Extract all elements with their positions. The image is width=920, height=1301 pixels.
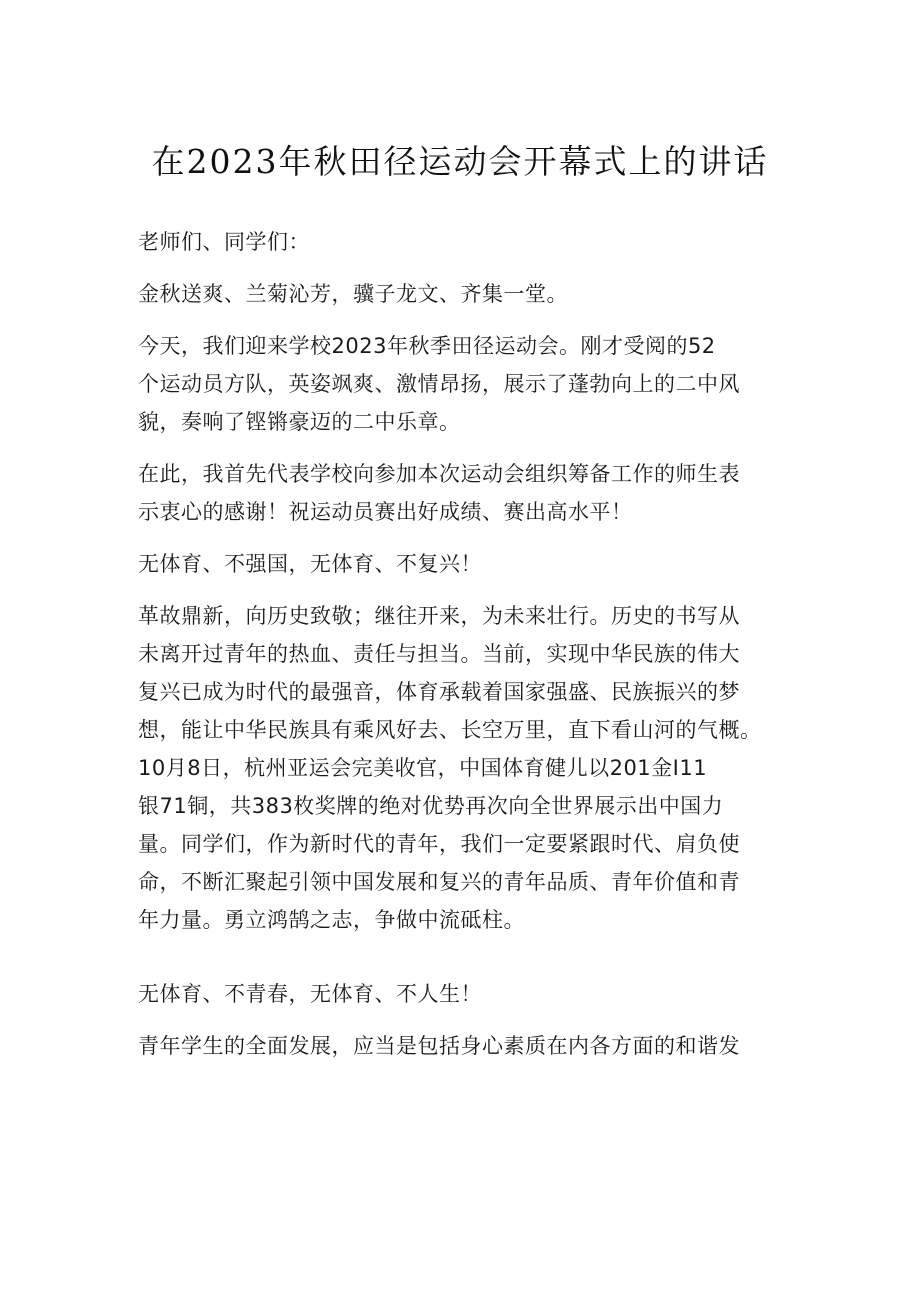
paragraph-line: 量。同学们，作为新时代的青年，我们一定要紧跟时代、肩负使 (138, 832, 740, 856)
paragraph-line: 想，能让中华民族具有乘风好去、长空万里，直下看山河的气概。 (138, 718, 762, 742)
paragraph-line: 金秋送爽、兰菊沁芳，骥子龙文、齐集一堂。 (138, 282, 568, 306)
paragraph-line: 示衷心的感谢！祝运动员赛出好成绩、赛出高水平！ (138, 500, 633, 524)
paragraph-line: 10月8日，杭州亚运会完美收官，中国体育健儿以201金I11 (138, 756, 708, 780)
paragraph-line: 貌，奏响了铿锵豪迈的二中乐章。 (138, 410, 461, 434)
paragraph-line: 命，不断汇聚起引领中国发展和复兴的青年品质、青年价值和青 (138, 870, 740, 894)
paragraph-line: 无体育、不青春，无体育、不人生！ (138, 982, 482, 1006)
paragraph-line: 未离开过青年的热血、责任与担当。当前，实现中华民族的伟大 (138, 642, 740, 666)
paragraph-line: 无体育、不强国，无体育、不复兴！ (138, 552, 482, 576)
paragraph-line: 今天，我们迎来学校2023年秋季田径运动会。刚才受阅的52 (138, 334, 716, 358)
document-body (138, 223, 788, 1065)
paragraph-line: 复兴已成为时代的最强音，体育承载着国家强盛、民族振兴的梦 (138, 680, 740, 704)
document-title: 在2023年秋田径运动会开幕式上的讲话 (151, 142, 769, 181)
paragraph-line: 青年学生的全面发展，应当是包括身心素质在内各方面的和谐发 (138, 1034, 740, 1058)
paragraph-line: 革故鼎新，向历史致敬；继往开来，为未来壮行。历史的书写从 (138, 604, 740, 628)
paragraph-line: 老师们、同学们： (138, 230, 310, 254)
paragraph-line: 年力量。勇立鸿鹄之志，争做中流砥柱。 (138, 908, 525, 932)
paragraph-line: 银71铜，共383枚奖牌的绝对优势再次向全世界展示出中国力 (138, 794, 724, 818)
paragraph-line: 在此，我首先代表学校向参加本次运动会组织筹备工作的师生表 (138, 462, 740, 486)
paragraph-line: 个运动员方队，英姿飒爽、激情昂扬，展示了蓬勃向上的二中风 (138, 372, 740, 396)
